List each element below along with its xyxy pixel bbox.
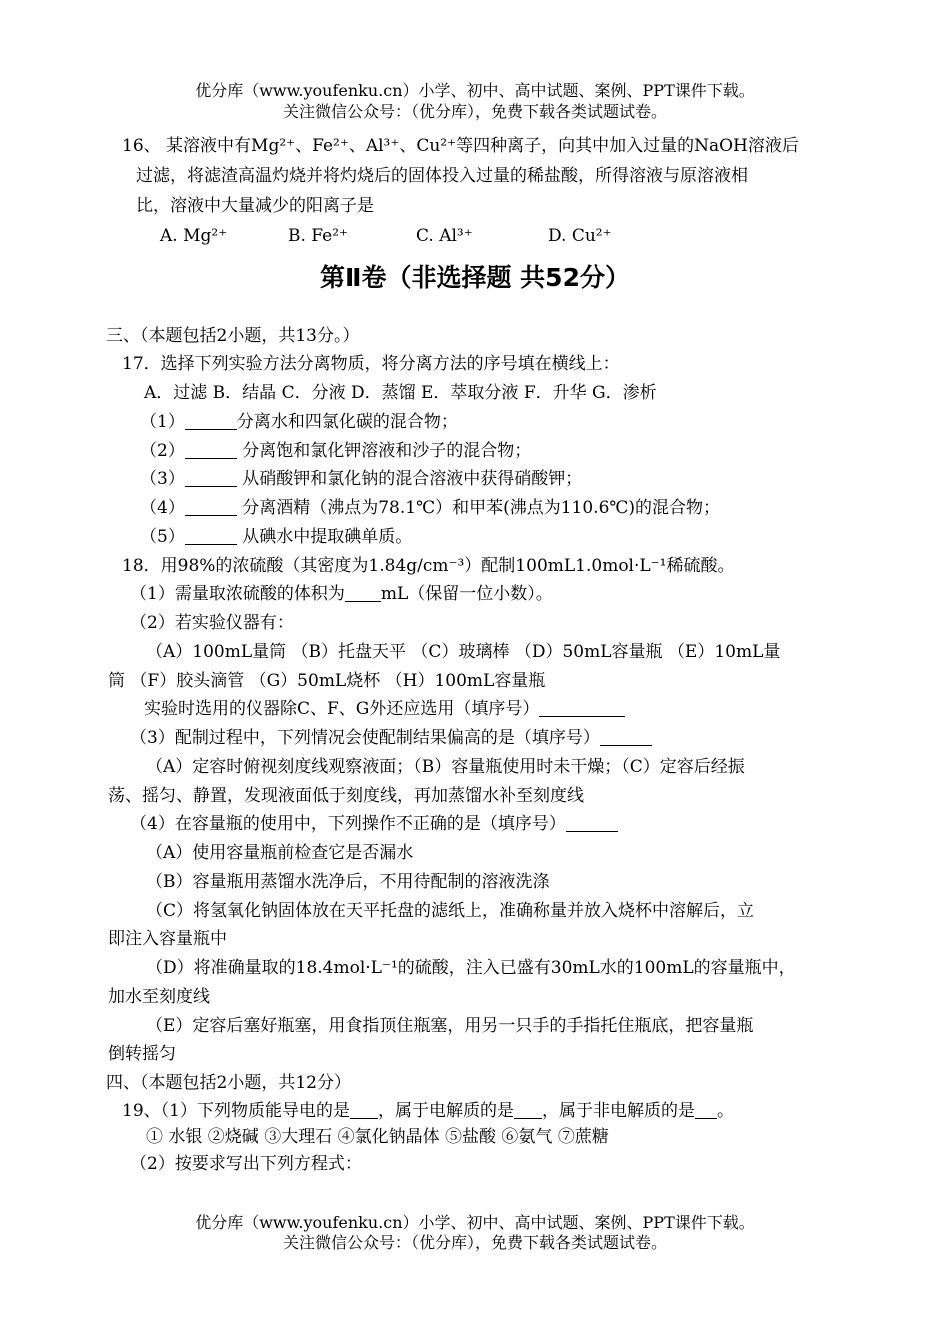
q19-part-1: 19、（1）下列物质能导电的是 ，属于电解质的是 ，属于非电解质的是 。 — [122, 1101, 734, 1121]
q18-part-4-option-d-line-1: （D）将准确量取的18.4mol·L⁻¹的硫酸，注入已盛有30mL水的100mL的容量瓶中， — [146, 958, 796, 978]
q17-item-4: （4） 分离酒精（沸点为78.1℃）和甲苯(沸点为110.6℃)的混合物； — [140, 498, 721, 518]
q18-part-3: （3）配制过程中，下列情况会使配制结果偏高的是（填序号） — [130, 724, 652, 752]
q17-item-5: （5） 从碘水中提取碘单质。 — [140, 527, 413, 547]
section3-heading: 三、（本题包括2小题，共13分。） — [106, 326, 360, 346]
q18-part-2-line-1: （A）100mL量筒 （B）托盘天平 （C）玻璃棒 （D）50mL容量瓶 （E）10mL量 — [146, 642, 781, 662]
header-line-2: 关注微信公众号：（优分库），免费下载各类试题试卷。 — [282, 102, 667, 121]
q18-part-3-line-1: （A）定容时俯视刻度线观察液面；（B）容量瓶使用时未干燥；（C）定容后经振 — [146, 757, 745, 777]
q18-part-2: （2）若实验仪器有： — [130, 613, 294, 633]
q18-part-4-option-a: （A）使用容量瓶前检查它是否漏水 — [146, 843, 414, 863]
footer-line-2: 关注微信公众号：（优分库），免费下载各类试题试卷。 — [282, 1233, 667, 1252]
header-line-1: 优分库（www.youfenku.cn）小学、初中、高中试题、案例、PPT课件下载。 — [195, 81, 755, 100]
q16-line-3: 比，溶液中大量减少的阳离子是 — [136, 196, 374, 216]
q16-option-d: D. Cu²⁺ — [548, 226, 612, 246]
q18-part-2-line-2: 筒 （F）胶头滴管 （G）50mL烧杯 （H）100mL容量瓶 — [108, 671, 546, 691]
q16-option-b: B. Fe²⁺ — [288, 226, 349, 246]
q18-part-4-option-c-line-1: （C）将氢氧化钠固体放在天平托盘的滤纸上，准确称量并放入烧杯中溶解后，立 — [146, 901, 755, 921]
q18-part-4-option-e-line-2: 倒转摇匀 — [108, 1044, 176, 1064]
section4-heading: 四、（本题包括2小题，共12分） — [106, 1073, 351, 1093]
q18-part-4: （4）在容量瓶的使用中，下列操作不正确的是（填序号） — [130, 810, 618, 838]
q18-part-2-line-3: 实验时选用的仪器除C、F、G外还应选用（填序号） — [144, 695, 625, 723]
q16-line-2: 过滤，将滤渣高温灼烧并将灼烧后的固体投入过量的稀盐酸，所得溶液与原溶液相 — [136, 166, 748, 186]
q18-stem: 18．用98%的浓硫酸（其密度为1.84g/cm⁻³）配制100mL1.0mol·L⁻¹稀硫酸。 — [122, 556, 735, 576]
q19-part-2: （2）按要求写出下列方程式： — [130, 1154, 362, 1174]
q17-methods: A．过滤 B．结晶 C．分液 D．蒸馏 E．萃取分液 F．升华 G．渗析 — [144, 383, 657, 403]
q18-part-1: （1）需量取浓硫酸的体积为 mL（保留一位小数）。 — [130, 584, 553, 604]
q17-stem: 17．选择下列实验方法分离物质，将分离方法的序号填在横线上： — [122, 354, 620, 374]
q18-part-4-option-d-line-2: 加水至刻度线 — [108, 987, 210, 1007]
q19-substances: ① 水银 ②烧碱 ③大理石 ④氯化钠晶体 ⑤盐酸 ⑥氨气 ⑦蔗糖 — [146, 1127, 609, 1147]
q18-part-4-option-b: （B）容量瓶用蒸馏水洗净后，不用待配制的溶液洗涤 — [146, 872, 550, 892]
part2-title: 第Ⅱ卷（非选择题 共52分） — [320, 263, 630, 292]
q16-option-a: A. Mg²⁺ — [160, 226, 228, 246]
q18-part-3-line-2: 荡、摇匀、静置，发现液面低于刻度线，再加蒸馏水补至刻度线 — [108, 786, 584, 806]
q17-item-3: （3） 从硝酸钾和氯化钠的混合溶液中获得硝酸钾； — [140, 469, 583, 489]
q17-item-2: （2） 分离饱和氯化钾溶液和沙子的混合物； — [140, 441, 532, 461]
q16-option-c: C. Al³⁺ — [416, 226, 473, 246]
q17-item-1: （1） 分离水和四氯化碳的混合物； — [140, 412, 458, 432]
q16-line-1: 16、 某溶液中有Mg²⁺、Fe²⁺、Al³⁺、Cu²⁺等四种离子，向其中加入过量的NaOH溶液后 — [122, 136, 799, 156]
q18-part-4-option-e-line-1: （E）定容后塞好瓶塞，用食指顶住瓶塞，用另一只手的手指托住瓶底，把容量瓶 — [146, 1016, 754, 1036]
q18-part-4-option-c-line-2: 即注入容量瓶中 — [108, 929, 227, 949]
footer-line-1: 优分库（www.youfenku.cn）小学、初中、高中试题、案例、PPT课件下载。 — [195, 1213, 755, 1232]
